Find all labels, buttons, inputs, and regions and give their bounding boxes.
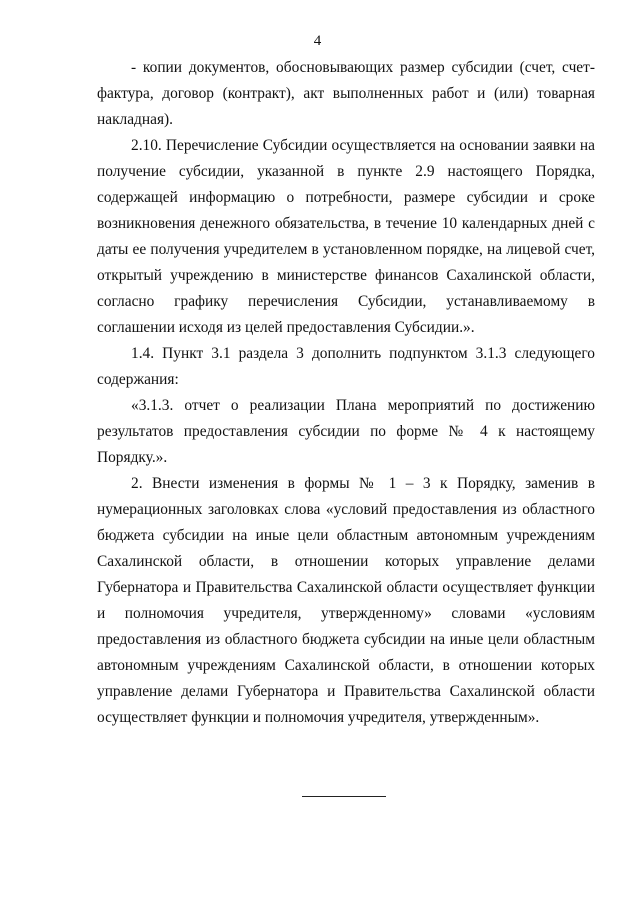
paragraph-3-1-3: «3.1.3. отчет о реализации Плана мероприятий по достижению результатов предоставления субсидии по форме № 4 к настоящему Порядку.». [97,397,595,466]
paragraph-2-10: 2.10. Перечисление Субсидии осуществляется на основании заявки на получение субсидии, указанной в пункте 2.9 настоящего Порядка, содержащей информацию о потребности, размере субсидии и сроке возникновения денежного обязательства, в течение 10 календарных дней с даты ее получения учредителем в установленном порядке, на лицевой счет, открытый учреждению в министерстве финансов Сахалинской области, согласно графику перечисления Субсидии, устанавливаемому в соглашении исходя из целей предоставления Субсидии.». [97,137,595,336]
page-number: 4 [313,33,322,49]
paragraph-documents-list: - копии документов, обосновывающих размер субсидии (счет, счет-фактура, договор (контракт), акт выполненных работ и (или) товарная накладная). [97,59,595,128]
end-separator-line [302,796,386,797]
document-body [97,55,595,731]
paragraph-2-amendments: 2. Внести изменения в формы № 1 – 3 к Порядку, заменив в нумерационных заголовках слова «условий предоставления из областного бюджета субсидии на иные цели областным автономным учреждениям Сахалинской области, в отношении которых управление делами Губернатора и Правительства Сахалинской области осуществляет функции и полномочия учредителя, утвержденному» словами «условиям предоставления из областного бюджета субсидии на иные цели областным автономным учреждениям Сахалинской области, в отношении которых управление делами Губернатора и Правительства Сахалинской области осуществляет функции и полномочия учредителя, утвержденным». [97,475,595,726]
paragraph-1-4: 1.4. Пункт 3.1 раздела 3 дополнить подпунктом 3.1.3 следующего содержания: [97,345,595,388]
